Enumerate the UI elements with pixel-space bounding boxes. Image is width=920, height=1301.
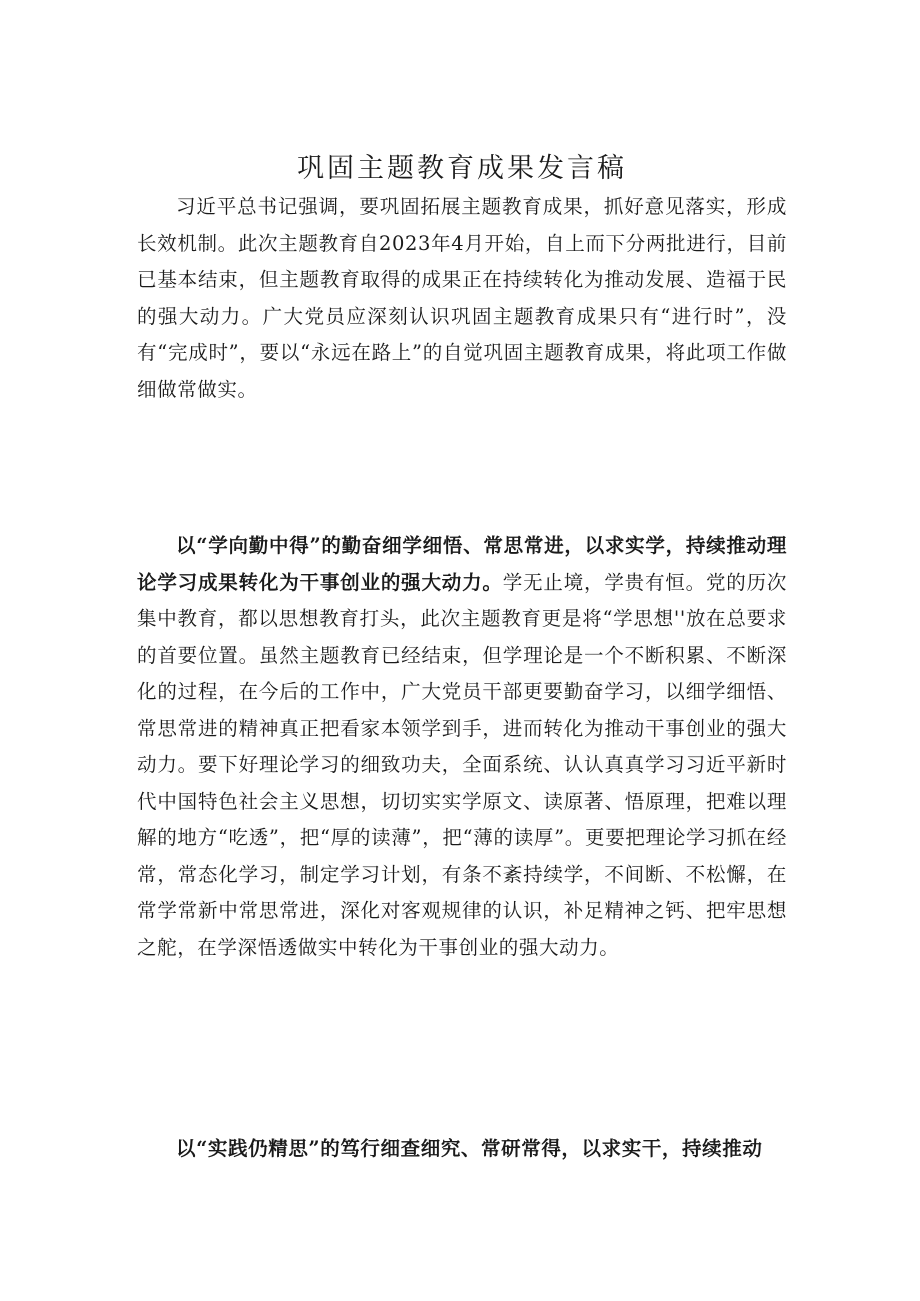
paragraph-study-text: 学无止境，学贵有恒。党的历次集中教育，都以思想教育打头，此次主题教育更是将“学思想''放在总要求的首要位置。虽然主题教育已经结束，但学理论是一个不断积累、不断深化的过程，在今后的工作中，广大党员干部更要勤奋学习，以细学细悟、常思常进的精神真正把看家本领学到手，进而转化为推动干事创业的强大动力。要下好理论学习的细致功夫，全面系统、认认真真学习习近平新时代中国特色社会主义思想，切切实实学原文、读原著、悟原理，把难以理解的地方“吃透”，把“厚的读薄”，把“薄的读厚”。更要把理论学习抓在经常，常态化学习，制定学习计划，有条不紊持续学，不间断、不松懈，在常学常新中常思常进，深化对客观规律的认识，补足精神之钙、把牢思想之舵，在学深悟透做实中转化为干事创业的强大动力。 — [137, 570, 787, 959]
paragraph-practice-heading: 以“实践仍精思”的笃行细查细究、常研常得，以求实干，持续推动 — [176, 1137, 763, 1160]
paragraph-study — [137, 528, 787, 966]
paragraph-practice — [137, 1131, 787, 1168]
paragraph-intro — [137, 189, 787, 408]
paragraph-study-heading: 以“学向勤中得”的勤奋细学细悟、常思常进，以求实学，持续推动理论学习成果转化为干事创业的强大动力。 — [137, 534, 787, 594]
paragraph-intro-text: 习近平总书记强调，要巩固拓展主题教育成果，抓好意见落实，形成长效机制。此次主题教育自2023年4月开始，自上而下分两批进行，目前已基本结束，但主题教育取得的成果正在持续转化为推动发展、造福于民的强大动力。广大党员应深刻认识巩固主题教育成果只有“进行时”，没有“完成时”，要以“永远在路上”的自觉巩固主题教育成果，将此项工作做细做常做实。 — [137, 195, 787, 401]
document-title: 巩固主题教育成果发言稿 — [297, 153, 627, 184]
